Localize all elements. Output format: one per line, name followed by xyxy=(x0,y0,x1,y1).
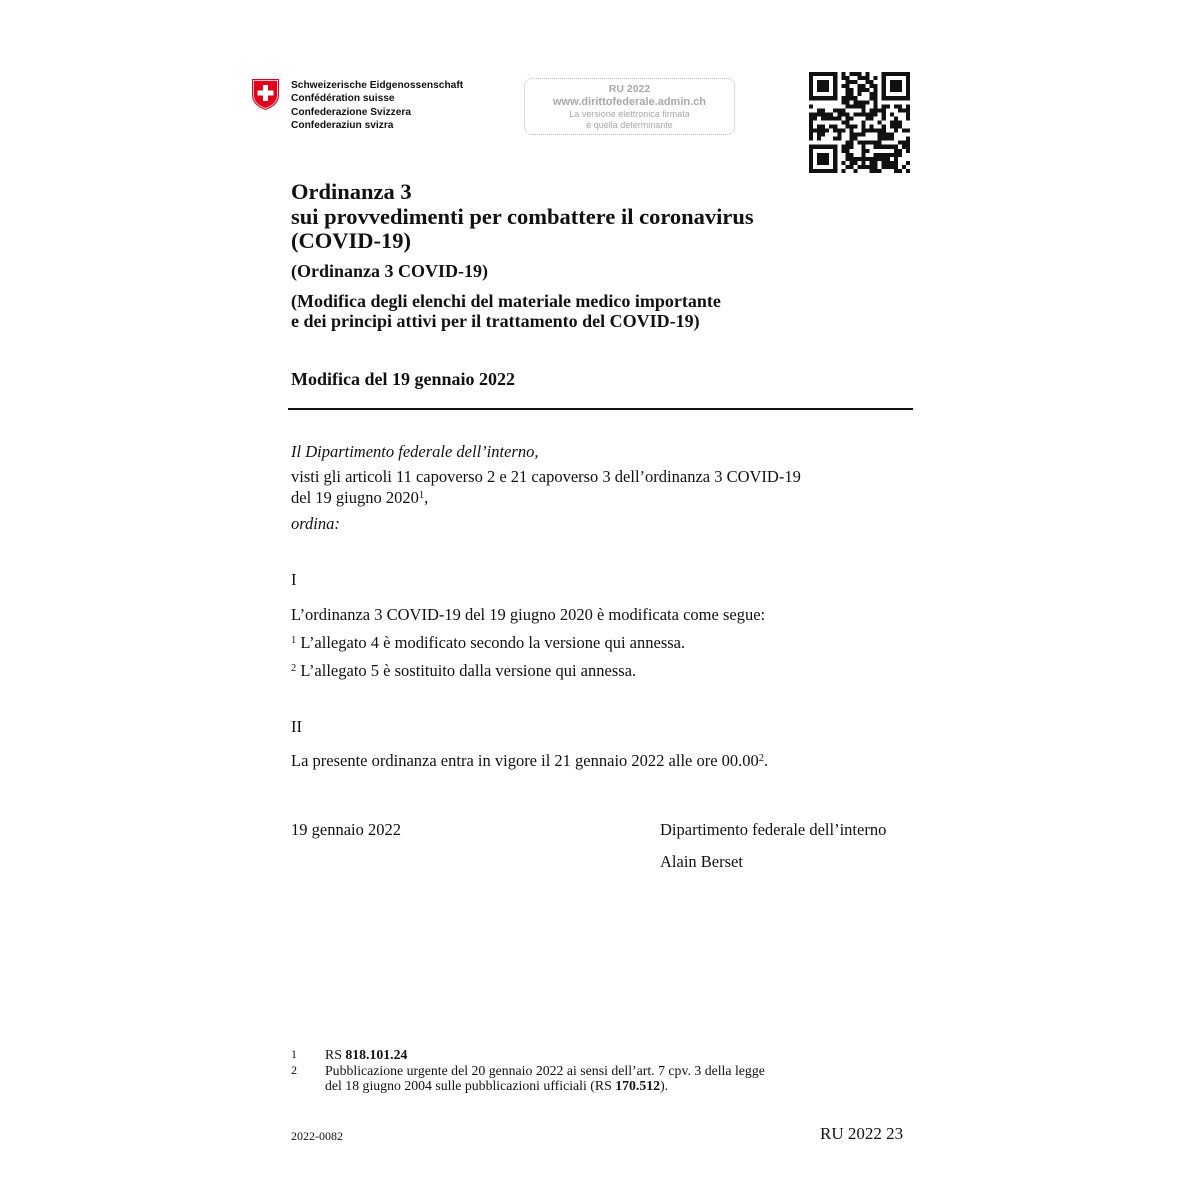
modification-line: e dei principi attivi per il trattamento del COVID-19) xyxy=(291,311,700,331)
section-1-item-1 xyxy=(291,633,685,653)
stamp-note-1: La versione elettronica firmata xyxy=(569,109,690,119)
title-line: sui provvedimenti per combattere il coronavirus xyxy=(291,203,754,229)
paragraph-number: 1 xyxy=(291,635,297,646)
confederation-name-de: Schweizerische Eidgenossenschaft xyxy=(291,80,464,91)
signature-date: 19 gennaio 2022 xyxy=(291,820,401,839)
title-line: (COVID-19) xyxy=(291,228,411,253)
preamble-basis-text: del 19 giugno 2020 xyxy=(291,488,419,507)
confederation-name-rm: Confederaziun svizra xyxy=(291,120,394,132)
modification-subject xyxy=(291,291,721,331)
footnote-line: Pubblicazione urgente del 20 gennaio 2022 ai sensi dell’art. 7 cpv. 3 della legge xyxy=(325,1062,765,1078)
footnote-rs-number[interactable]: 818.101.24 xyxy=(345,1047,408,1062)
footnotes xyxy=(291,1047,765,1094)
swiss-cross-icon xyxy=(251,78,280,111)
section-2-text xyxy=(291,751,768,771)
footnote-ref-1[interactable]: 1 xyxy=(418,490,425,501)
section-heading-1: I xyxy=(291,570,297,589)
confederation-names xyxy=(291,79,463,133)
title-divider xyxy=(288,408,913,410)
modification-line: (Modifica degli elenchi del materiale medico importante xyxy=(291,291,721,311)
preamble-basis-line-1: visti gli articoli 11 capoverso 2 e 21 capoverso 3 dell’ordinanza 3 COVID-19 xyxy=(291,467,801,486)
preamble-basis-end: , xyxy=(424,488,429,507)
page-reference: RU 2022 23 xyxy=(820,1124,904,1143)
footnote-prefix: RS xyxy=(325,1047,346,1062)
footnote-line: del 18 giugno 2004 sulle pubblicazioni ufficiali (RS xyxy=(325,1078,616,1093)
footnote-text xyxy=(325,1047,407,1063)
section-1-item-2 xyxy=(291,661,636,681)
signature-department: Dipartimento federale dell’interno xyxy=(660,820,887,839)
footnote-1 xyxy=(291,1047,765,1063)
paragraph-number: 2 xyxy=(291,663,297,674)
short-title: (Ordinanza 3 COVID-19) xyxy=(291,261,488,281)
entry-into-force-end: . xyxy=(764,751,769,770)
footnote-ref-2[interactable]: 2 xyxy=(758,753,765,764)
paragraph-text: L’allegato 5 è sostituito dalla versione qui annessa. xyxy=(300,661,637,680)
footnote-rs-number[interactable]: 170.512 xyxy=(615,1078,661,1093)
footnote-number: 1 xyxy=(291,1047,297,1061)
section-heading-2: II xyxy=(291,717,302,736)
stamp-collection: RU 2022 xyxy=(608,83,651,95)
document-id: 2022-0082 xyxy=(291,1129,343,1143)
footnote-2 xyxy=(291,1063,765,1094)
footnote-number: 2 xyxy=(291,1062,297,1077)
footnote-line-end: ). xyxy=(660,1078,669,1093)
qr-code-icon xyxy=(809,72,910,173)
confederation-name-fr: Confédération suisse xyxy=(291,93,395,105)
document-title xyxy=(291,180,754,254)
modification-date: Modifica del 19 gennaio 2022 xyxy=(291,369,515,389)
stamp-website: www.dirittofederale.admin.ch xyxy=(552,96,706,108)
entry-into-force-text: La presente ordinanza entra in vigore il 21 gennaio 2022 alle ore 00.00 xyxy=(291,751,759,770)
preamble-authority: Il Dipartimento federale dell’interno, xyxy=(291,442,539,461)
preamble-ordains: ordina: xyxy=(291,514,340,533)
section-1-intro: L’ordinanza 3 COVID-19 del 19 giugno 2020 è modificata come segue: xyxy=(291,605,766,624)
title-line: Ordinanza 3 xyxy=(291,179,412,204)
paragraph-text: L’allegato 4 è modificato secondo la versione qui annessa. xyxy=(300,633,686,652)
preamble-basis-line-2 xyxy=(291,488,428,508)
confederation-name-it: Confederazione Svizzera xyxy=(291,106,412,118)
signature-name: Alain Berset xyxy=(660,852,743,871)
footnote-text xyxy=(325,1063,765,1094)
stamp-note-2: è quella determinante xyxy=(586,120,673,130)
official-publication-stamp xyxy=(524,78,735,135)
